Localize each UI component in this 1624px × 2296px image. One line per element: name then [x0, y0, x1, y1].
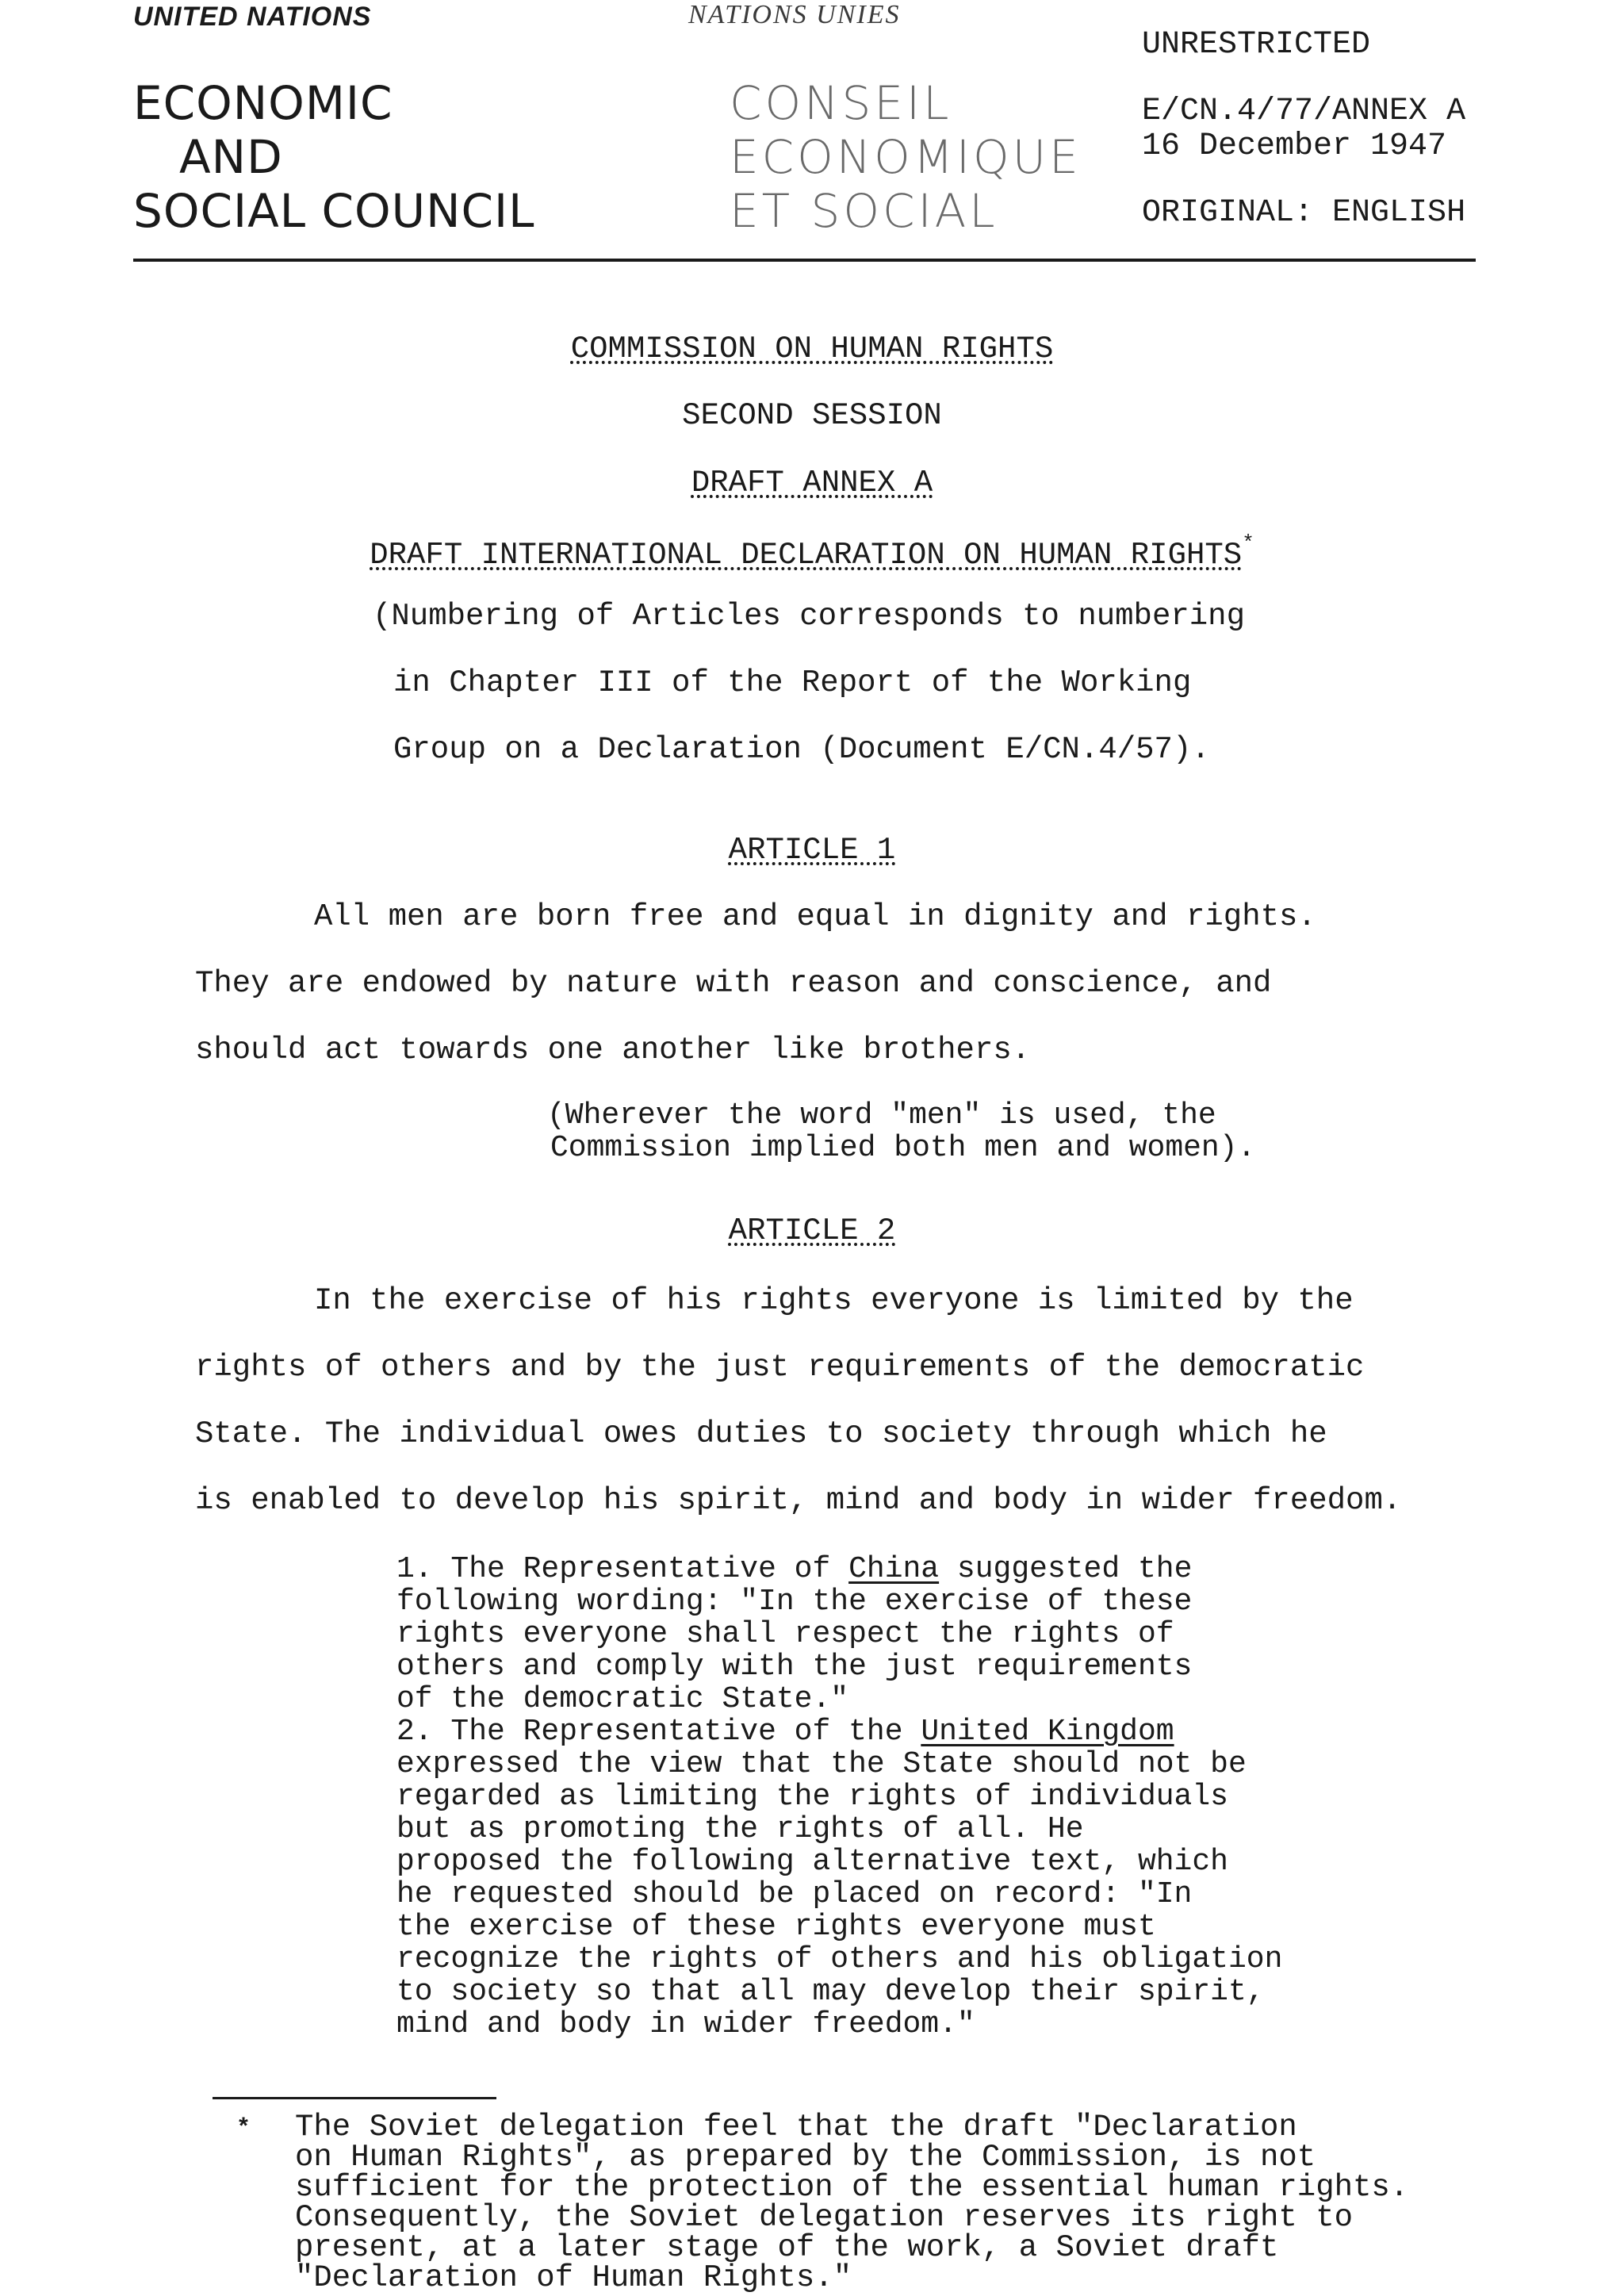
article-1-line-1: All men are born free and equal in dignity and rights. — [314, 899, 1316, 934]
china-note-line-2: following wording: "In the exercise of these — [396, 1585, 1193, 1619]
restriction-label: UNRESTRICTED — [1142, 27, 1371, 63]
council-en-line-1: ECONOMIC — [133, 76, 393, 130]
commission-title — [0, 332, 1624, 366]
china-note-line-5: of the democratic State." — [396, 1682, 849, 1716]
article-1-heading-text: ARTICLE 1 — [728, 833, 896, 868]
commission-title-text: COMMISSION ON HUMAN RIGHTS — [570, 332, 1054, 366]
article-1-note-line-2: Commission implied both men and women). — [550, 1131, 1256, 1165]
china-country: China — [848, 1552, 940, 1586]
declaration-title-text: DRAFT INTERNATIONAL DECLARATION ON HUMAN RIGHTS — [370, 538, 1243, 573]
session-title: SECOND SESSION — [682, 398, 942, 433]
declaration-title — [0, 531, 1624, 573]
footnote-line-5: present, at a later stage of the work, a Soviet draft — [295, 2230, 1279, 2265]
article-2-heading — [0, 1213, 1624, 1248]
footnote — [295, 2112, 1408, 2293]
footnote-divider — [213, 2097, 496, 2099]
footnote-line-1: The Soviet delegation feel that the draft "Declaration — [295, 2110, 1297, 2145]
article-1-line-3: should act towards one another like brothers. — [195, 1033, 1031, 1068]
uk-note-line-9: to society so that all may develop their spirit, — [396, 1975, 1265, 2009]
council-en-line-3: SOCIAL COUNCIL — [133, 184, 535, 238]
numbering-note-line-3: Group on a Declaration (Document E/CN.4/57). — [393, 732, 1210, 767]
numbering-note-line-1: (Numbering of Articles corresponds to numbering — [373, 599, 1245, 634]
original-language: ORIGINAL: ENGLISH — [1142, 195, 1466, 231]
article-2-line-3: State. The individual owes duties to society through which he — [195, 1416, 1327, 1451]
uk-note-line-5: proposed the following alternative text, which — [396, 1845, 1228, 1879]
uk-note-line-7: the exercise of these rights everyone must — [396, 1910, 1156, 1944]
uk-note-line-2: expressed the view that the State should not be — [396, 1747, 1247, 1781]
article-2-heading-text: ARTICLE 2 — [728, 1213, 896, 1248]
uk-note-line-6: he requested should be placed on record: "In — [396, 1877, 1193, 1911]
numbering-note-line-2: in Chapter III of the Report of the Working — [393, 665, 1192, 700]
uk-note-line-3: regarded as limiting the rights of individuals — [396, 1780, 1228, 1814]
footnote-line-6: "Declaration of Human Rights." — [295, 2260, 852, 2295]
uk-note-line-8: recognize the rights of others and his obligation — [396, 1942, 1283, 1976]
uk-note-line-4: but as promoting the rights of all. He — [396, 1812, 1084, 1846]
article-1-heading — [0, 833, 1624, 868]
article-1-note-line-1: (Wherever the word "men" is used, the — [547, 1098, 1216, 1133]
council-fr-line-2: ECONOMIQUE — [730, 130, 1082, 184]
article-2-line-4: is enabled to develop his spirit, mind and body in wider freedom. — [195, 1483, 1402, 1518]
china-note-line-4: others and comply with the just requirements — [396, 1650, 1193, 1684]
council-name-fr — [730, 76, 1082, 238]
article-2-line-1: In the exercise of his rights everyone is limited by the — [314, 1283, 1354, 1318]
uk-note-line-10: mind and body in wider freedom." — [396, 2007, 975, 2041]
footnote-reference-mark: * — [1242, 531, 1254, 555]
footnote-line-3: sufficient for the protection of the essential human rights. — [295, 2170, 1409, 2205]
china-note-prefix: 1. The Representative of — [396, 1552, 849, 1586]
council-fr-line-3: ET SOCIAL — [730, 184, 998, 238]
footnote-line-4: Consequently, the Soviet delegation reserves its right to — [295, 2200, 1354, 2235]
uk-note-prefix: 2. The Representative of the — [396, 1715, 921, 1749]
org-name-fr: NATIONS UNIES — [688, 0, 901, 29]
annex-title — [0, 466, 1624, 500]
council-name-en — [133, 76, 534, 238]
china-note-suffix: suggested the — [939, 1552, 1193, 1586]
uk-note-line-1 — [396, 1715, 1282, 1748]
header-divider — [133, 259, 1476, 262]
council-fr-line-1: CONSEIL — [730, 76, 952, 130]
article-2-line-2: rights of others and by the just requirements of the democratic — [195, 1350, 1365, 1385]
org-name-en: UNITED NATIONS — [133, 2, 372, 32]
footnote-mark: * — [236, 2115, 251, 2142]
article-1-line-2: They are endowed by nature with reason and conscience, and — [195, 966, 1272, 1001]
document-date: 16 December 1947 — [1142, 128, 1447, 164]
article-1-note — [547, 1099, 1255, 1164]
document-symbol: E/CN.4/77/ANNEX A — [1142, 94, 1466, 129]
article-2-notes — [396, 1553, 1282, 2041]
annex-title-text: DRAFT ANNEX A — [691, 466, 933, 500]
uk-country: United Kingdom — [921, 1715, 1174, 1749]
china-note-line-3: rights everyone shall respect the rights of — [396, 1617, 1174, 1651]
china-note-line-1 — [396, 1553, 1282, 1585]
footnote-line-2: on Human Rights", as prepared by the Commission, is not — [295, 2140, 1316, 2175]
council-en-line-2: AND — [179, 130, 283, 184]
